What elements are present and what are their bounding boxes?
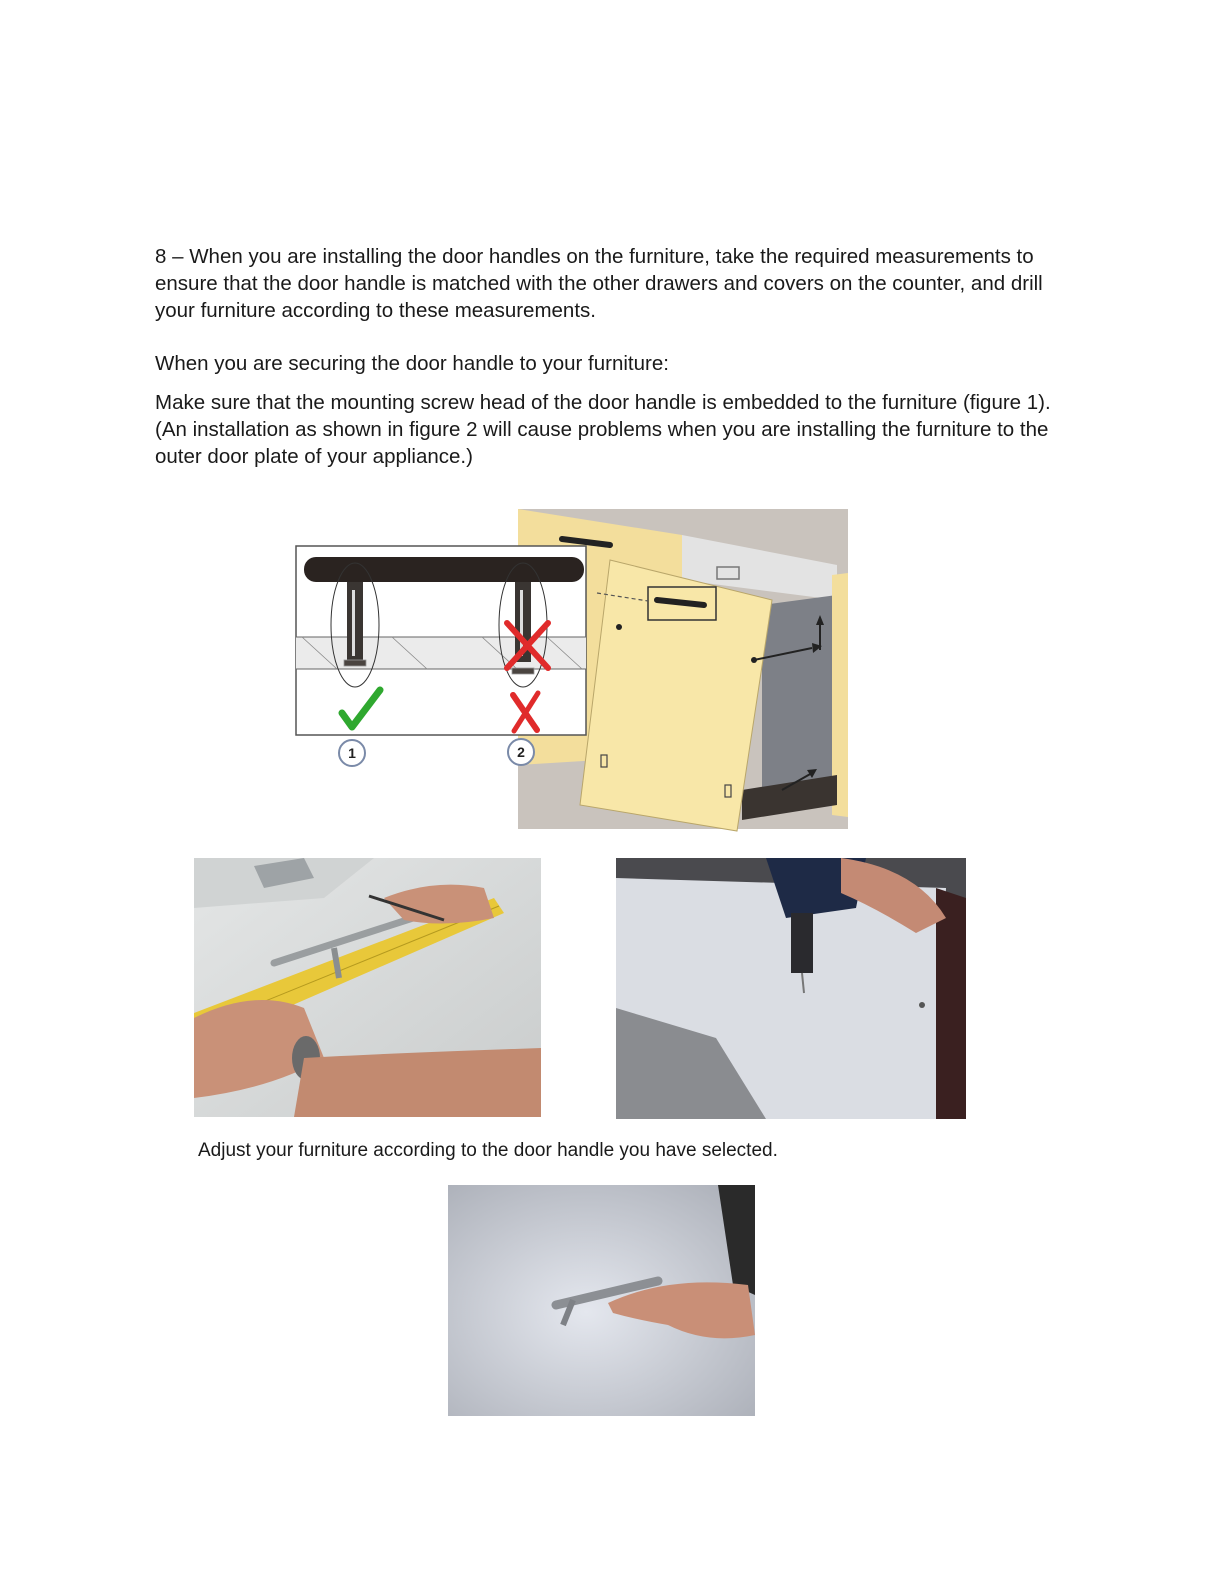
photo-drilling-furniture xyxy=(616,858,966,1119)
figure-1-label: 1 xyxy=(348,745,356,761)
caption-adjust-furniture: Adjust your furniture according to the door handle you have selected. xyxy=(198,1140,778,1161)
screw-head-protruding xyxy=(512,668,534,674)
photo-measuring-handle xyxy=(194,858,541,1117)
cabinet-inner-side xyxy=(762,595,837,805)
step-8-instructions: 8 – When you are installing the door handles on the furniture, take the required measurements to ensure that the door handle is matched with the other drawers and covers on the counter, and drill your furniture according to these measurements. xyxy=(155,245,1043,322)
photo-handle-on-board xyxy=(448,1185,755,1416)
handle-bar xyxy=(304,557,584,582)
securing-heading: When you are securing the door handle to your furniture: xyxy=(155,352,669,375)
securing-instructions: Make sure that the mounting screw head of the door handle is embedded to the furniture (figure 1). (An installation as shown in figure 2 will cause problems when you are installing the furniture to the outer door plate of your appliance.) xyxy=(155,391,1051,468)
figure-2-label: 2 xyxy=(517,744,525,760)
handle-installation-diagram xyxy=(292,505,852,835)
screw-head-embedded xyxy=(344,660,366,666)
